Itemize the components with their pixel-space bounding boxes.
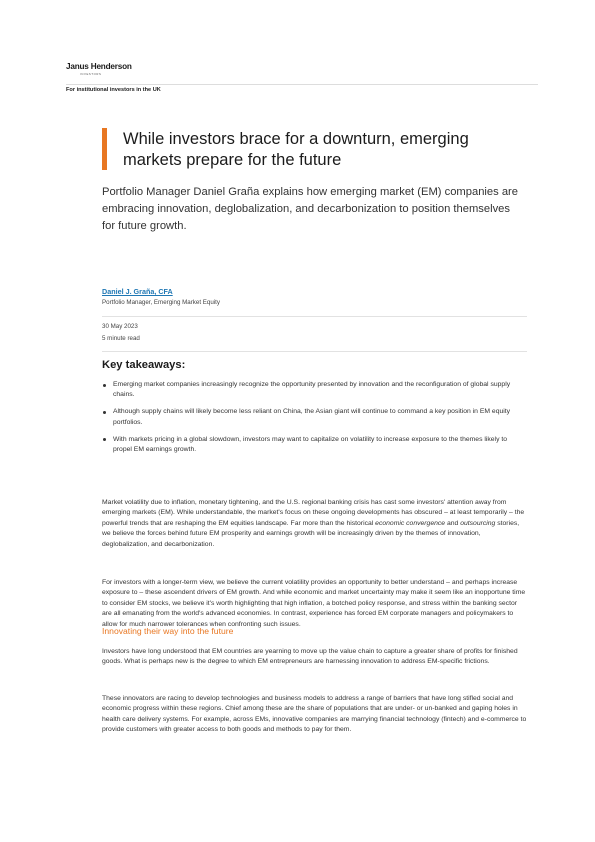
audience-notice: For institutional investors in the UK [66, 87, 161, 93]
paragraph-text: and [445, 519, 461, 527]
takeaway-text: Although supply chains will likely become less reliant on China, the Asian giant will continue to command a key position in EM equity portfolios. [113, 408, 511, 426]
brand-logo-subtext: INVESTORS [80, 72, 102, 76]
list-item [102, 407, 527, 428]
article-subtitle: Portfolio Manager Daniel Graña explains how emerging market (EM) companies are embracing innovation, deglobalization, and decarbonization to position themselves for future growth. [102, 186, 518, 232]
body-paragraph: For investors with a longer-term view, we believe the current volatility provides an opportunity to better understand – and perhaps increase exposure to – these ascendent drivers of EM growth. And while economic and market uncertainty may make it seem like an inopportune time to consider EM stocks, we believe it's worth highlighting that high inflation, a botched policy response, and stress within the banking sector are all emanating from the world's advanced economies. In contrast, experience has forced EM corporate managers and policymakers to allow for much narrower tolerances when confronting such issues. [102, 579, 526, 628]
takeaway-text: Emerging market companies increasingly recognize the opportunity presented by innovation and the reconfiguration of global supply chains. [113, 381, 511, 399]
author-role: Portfolio Manager, Emerging Market Equity [102, 299, 220, 306]
key-takeaways-heading: Key takeaways: [102, 359, 186, 371]
body-paragraph: Investors have long understood that EM countries are yearning to move up the value chain to capture a greater share of profits for finished goods. What is perhaps new is the degree to which EM entrepreneurs are harnessing innovation to address EM-specific frictions. [102, 648, 518, 666]
emphasis-text: economic convergence [375, 519, 446, 527]
meta-divider [102, 351, 527, 352]
header-divider [66, 84, 538, 85]
author-divider [102, 316, 527, 317]
title-accent-bar [102, 128, 107, 170]
body-paragraph: These innovators are racing to develop technologies and business models to address a range of barriers that have long stifled social and economic progress within these regions. Chief among these are the share of populations that are under- or un-banked and gaping holes in health care delivery systems. For example, across EMs, innovative companies are marrying financial technology (fintech) and e-commerce to provide customers with greater access to both goods and methods to pay for them. [102, 695, 527, 734]
bullet-icon [103, 438, 106, 441]
body-paragraph [102, 498, 528, 550]
list-item [102, 435, 527, 456]
list-item [102, 380, 527, 401]
takeaway-text: With markets pricing in a global slowdown, investors may want to capitalize on volatility to increase exposure to the themes likely to propel EM earnings growth. [113, 435, 508, 454]
emphasis-text: outsourcing [460, 519, 496, 527]
publish-date: 30 May 2023 [102, 323, 138, 330]
brand-logo: Janus Henderson [66, 62, 132, 71]
read-time: 5 minute read [102, 335, 140, 342]
bullet-icon [103, 411, 106, 414]
key-takeaways-list [102, 380, 527, 462]
author-link[interactable]: Daniel J. Graña, CFA [102, 287, 173, 296]
article-title: While investors brace for a downturn, emerging markets prepare for the future [123, 130, 469, 169]
paragraph-text: Market volatility due to inflation, monetary tightening, and the U.S. regional banking crisis has cast some investors' attention away from emerging markets (EM). While understandable, the market's focus on these ongoing developments has obscured – at least temporarily – the powerful trends that are reshaping the EM equities landscape. Far more than the historical [102, 499, 525, 527]
section-heading: Innovating their way into the future [102, 626, 234, 636]
paragraph-text: stories, we believe the forces behind future EM prosperity and earnings growth will be increasingly driven by the themes of innovation, deglobalization, and decarbonization. [102, 519, 520, 548]
bullet-icon [103, 384, 106, 387]
